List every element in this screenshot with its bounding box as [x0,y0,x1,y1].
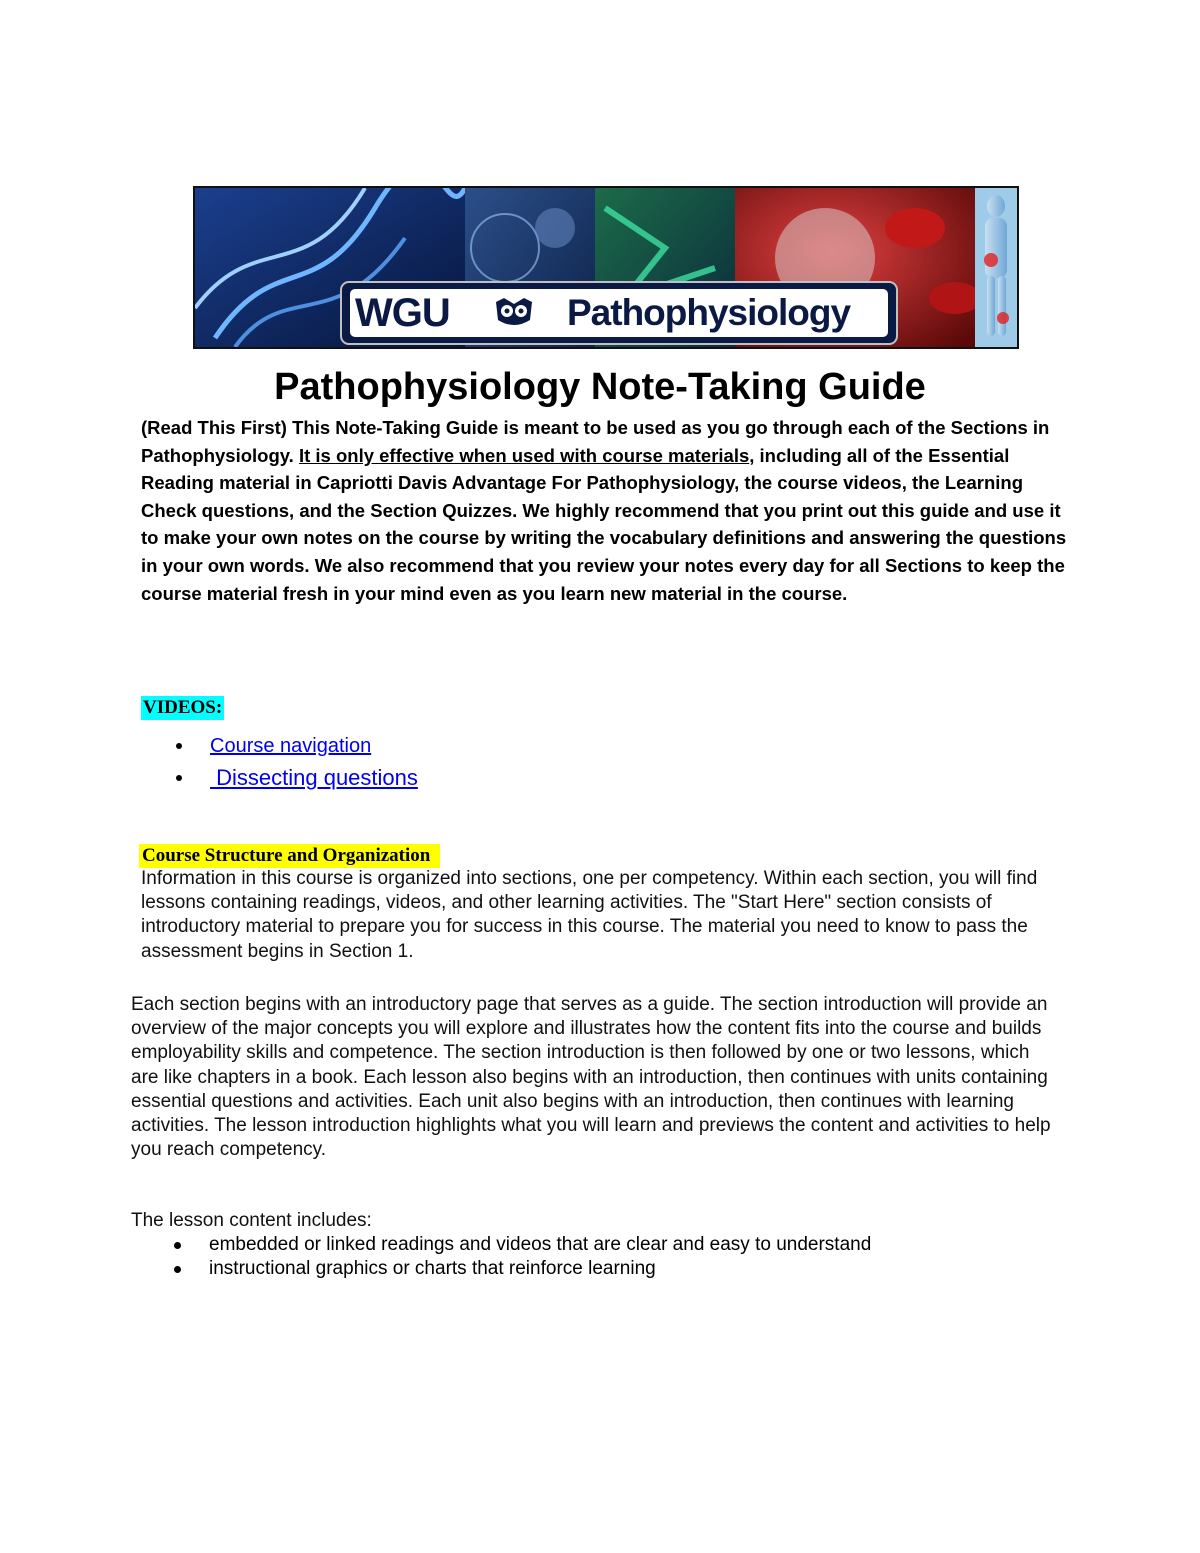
course-structure-label: Course Structure and Organization [139,844,440,868]
structure-paragraph-1: Information in this course is organized into sections, one per competency. Within each section, you will find lessons containing readings, videos, and other learning activities. The "Start Here" section consists of introductory material to prepare you for success in this course. The material you need to know to pass the assessment begins in Section 1. [141,868,1038,962]
list-item: embedded or linked readings and videos that are clear and easy to understand [174,1233,871,1257]
course-navigation-link[interactable]: Course navigation [210,735,372,757]
lesson-content-intro: The lesson content includes: [131,1210,372,1231]
intro-paragraph [141,414,1071,607]
intro-underlined: It is only effective when used with course materials [298,444,750,466]
banner-logo-right: Pathophysiology [567,292,851,333]
intro-lead: (Read This First) This Note-Taking Guide is meant to be used as you go through each of the Sections in Pathophysiology. [141,417,1050,466]
videos-label: VIDEOS: [143,697,223,718]
page-title: Pathophysiology Note-Taking Guide [274,366,926,408]
bullet-icon [174,1266,181,1273]
intro-rest: , including all of the Essential Reading material in Capriotti Davis Advantage For Pathophysiology, the course videos, the Learning Check questions, and the Section Quizzes. We highly recommend that you print out this guide and use it to make your own notes on the course by writing the vocabulary definitions and answering the questions in your own words. We also recommend that you review your notes every day for all Sections to keep the course material fresh in your mind even as you learn new material in the course. [141,444,1067,604]
course-banner [193,186,1019,349]
video-list-item [176,764,418,792]
structure-paragraph-2: Each section begins with an introductory page that serves as a guide. The section introduction will provide an overview of the major concepts you will explore and illustrates how the content fits into the course and builds employability skills and competence. The section introduction is then followed by one or two lessons, which are like chapters in a book. Each lesson also begins with an introduction, then continues with units containing essential questions and activities. Each unit also begins with an introduction, then continues with learning activities. The lesson introduction highlights what you will learn and previews the content and activities to help you reach competency. [131,994,1051,1161]
bullet-icon [176,775,182,781]
bullet-icon [176,743,182,749]
owl-icon [492,296,536,330]
video-list-item [176,733,371,759]
bullet-icon [174,1242,181,1249]
banner-logo-left: WGU [355,291,450,335]
dissecting-questions-link[interactable]: Dissecting questions [210,765,418,790]
list-item: instructional graphics or charts that reinforce learning [174,1257,871,1281]
lesson-content-list [174,1233,871,1281]
